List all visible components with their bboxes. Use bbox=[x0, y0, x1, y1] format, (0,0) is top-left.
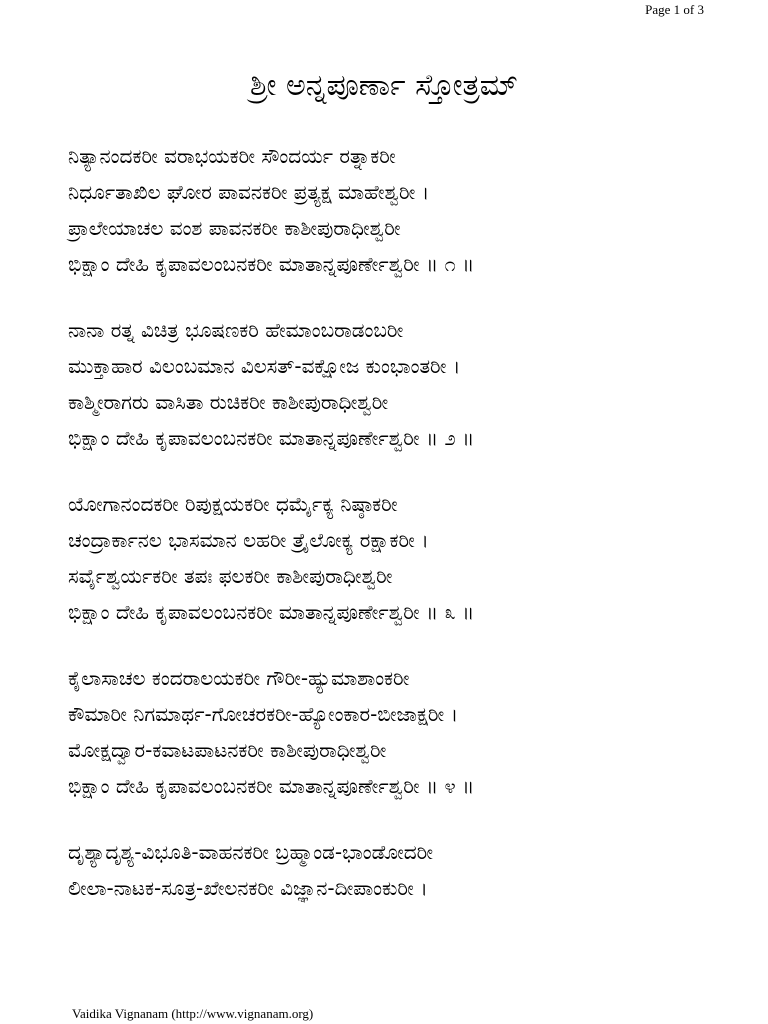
verse-line: ನಿರ್ಧೂತಾಖಿಲ ಘೋರ ಪಾವನಕರೀ ಪ್ರತ್ಯಕ್ಷ ಮಾಹೇಶ್ವರೀ । bbox=[68, 180, 430, 204]
verse-line: ನಿತ್ಯಾನಂದಕರೀ ವರಾಭಯಕರೀ ಸೌಂದರ್ಯ ರತ್ನಾಕರೀ bbox=[68, 144, 396, 168]
verse-2 bbox=[68, 312, 728, 456]
verse-line: ಭಿಕ್ಷಾಂ ದೇಹಿ ಕೃಪಾವಲಂಬನಕರೀ ಮಾತಾನ್ನಪೂರ್ಣೇಶ್ವರೀ ॥ ೨ ॥ bbox=[68, 426, 475, 450]
verse-5 bbox=[68, 834, 728, 906]
verse-line: ಮೋಕ್ಷದ್ವಾರ-ಕವಾಟಪಾಟನಕರೀ ಕಾಶೀಪುರಾಧೀಶ್ವರೀ bbox=[68, 738, 387, 762]
verse-line: ಭಿಕ್ಷಾಂ ದೇಹಿ ಕೃಪಾವಲಂಬನಕರೀ ಮಾತಾನ್ನಪೂರ್ಣೇಶ್ವರೀ ॥ ೧ ॥ bbox=[68, 252, 475, 276]
verse-line: ಭಿಕ್ಷಾಂ ದೇಹಿ ಕೃಪಾವಲಂಬನಕರೀ ಮಾತಾನ್ನಪೂರ್ಣೇಶ್ವರೀ ॥ ೪ ॥ bbox=[68, 774, 475, 798]
verse-line: ಕೌಮಾರೀ ನಿಗಮಾರ್ಥ-ಗೋಚರಕರೀ-ಹ್ಯೋಂಕಾರ-ಬೀಜಾಕ್ಷರೀ । bbox=[68, 702, 459, 726]
verse-line: ಭಿಕ್ಷಾಂ ದೇಹಿ ಕೃಪಾವಲಂಬನಕರೀ ಮಾತಾನ್ನಪೂರ್ಣೇಶ್ವರೀ ॥ ೩ ॥ bbox=[68, 600, 475, 624]
verse-line: ಮುಕ್ತಾಹಾರ ವಿಲಂಬಮಾನ ವಿಲಸತ್-ವಕ್ಷೋಜ ಕುಂಭಾಂತರೀ । bbox=[68, 354, 461, 378]
verses-container bbox=[68, 138, 728, 936]
footer-source: Vaidika Vignanam (http://www.vignanam.org) bbox=[72, 1006, 314, 1021]
verse-4 bbox=[68, 660, 728, 804]
verse-3 bbox=[68, 486, 728, 630]
page-number: Page 1 of 3 bbox=[645, 2, 704, 17]
verse-1 bbox=[68, 138, 728, 282]
verse-line: ಯೋಗಾನಂದಕರೀ ರಿಪುಕ್ಷಯಕರೀ ಧರ್ಮೈಕ್ಯ ನಿಷ್ಠಾಕರೀ bbox=[68, 492, 398, 516]
page-title: ಶ್ರೀ ಅನ್ನಪೂರ್ಣಾ ಸ್ತೋತ್ರಮ್ bbox=[250, 68, 518, 103]
verse-line: ಕಾಶ್ಮೀರಾಗರು ವಾಸಿತಾ ರುಚಿಕರೀ ಕಾಶೀಪುರಾಧೀಶ್ವರೀ bbox=[68, 390, 389, 414]
verse-line: ಚಂದ್ರಾರ್ಕಾನಲ ಭಾಸಮಾನ ಲಹರೀ ತ್ರೈಲೋಕ್ಯ ರಕ್ಷಾಕರೀ । bbox=[68, 528, 429, 552]
verse-line: ಲೀಲಾ-ನಾಟಕ-ಸೂತ್ರ-ಖೇಲನಕರೀ ವಿಜ್ಞಾನ-ದೀಪಾಂಕುರೀ । bbox=[68, 876, 428, 900]
verse-line: ಪ್ರಾಲೇಯಾಚಲ ವಂಶ ಪಾವನಕರೀ ಕಾಶೀಪುರಾಧೀಶ್ವರೀ bbox=[68, 216, 401, 240]
verse-line: ನಾನಾ ರತ್ನ ವಿಚಿತ್ರ ಭೂಷಣಕರಿ ಹೇಮಾಂಬರಾಡಂಬರೀ bbox=[68, 318, 404, 342]
verse-line: ಸರ್ವೈಶ್ವರ್ಯಕರೀ ತಪಃ ಫಲಕರೀ ಕಾಶೀಪುರಾಧೀಶ್ವರೀ bbox=[68, 564, 393, 588]
verse-line: ಕೈಲಾಸಾಚಲ ಕಂದರಾಲಯಕರೀ ಗೌರೀ-ಹ್ಯುಮಾಶಾಂಕರೀ bbox=[68, 666, 410, 690]
verse-line: ದೃಶ್ಯಾದೃಶ್ಯ-ವಿಭೂತಿ-ವಾಹನಕರೀ ಬ್ರಹ್ಮಾಂಡ-ಭಾಂಡೋದರೀ bbox=[68, 840, 433, 864]
